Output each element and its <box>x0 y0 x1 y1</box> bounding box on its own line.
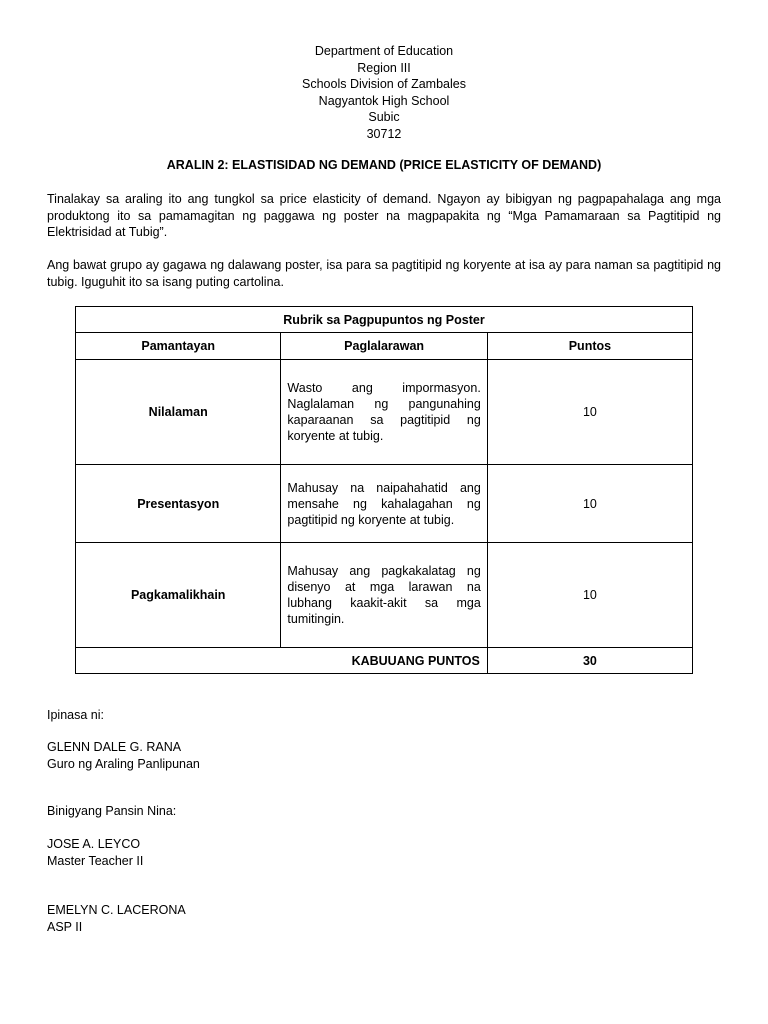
rubric-table <box>75 306 693 674</box>
master-teacher-title: Master Teacher II <box>47 853 144 868</box>
header-description: Paglalarawan <box>281 333 487 360</box>
table-row <box>76 465 693 543</box>
header-division: Schools Division of Zambales <box>302 77 466 91</box>
total-row <box>76 648 693 674</box>
header-criteria: Pamantayan <box>76 333 281 360</box>
passed-by-label: Ipinasa ni: <box>47 708 104 722</box>
teacher-title: Guro ng Araling Panlipunan <box>47 756 200 771</box>
total-points: 30 <box>487 648 692 674</box>
table-row <box>76 360 693 465</box>
rubric-caption: Rubrik sa Pagpupuntos ng Poster <box>76 307 693 333</box>
description-cell: Mahusay na naipahahatid ang mensahe ng kahalagahan ng pagtitipid ng koryente at tubig. <box>281 465 487 543</box>
criteria-cell: Nilalaman <box>76 360 281 465</box>
header-code: 30712 <box>366 126 402 141</box>
criteria-cell: Presentasyon <box>76 465 281 543</box>
instruction-paragraph: Ang bawat grupo ay gagawa ng dalawang poster, isa para sa pagtitipid ng koryente at isa ay para naman sa pagtitipid ng tubig. Iguguhit ito sa isang puting cartolina. <box>47 258 721 289</box>
asp-name: EMELYN C. LACERONA <box>47 903 186 917</box>
asp-title: ASP II <box>47 919 83 934</box>
master-teacher-name: JOSE A. LEYCO <box>47 837 141 851</box>
header-school: Nagyantok High School <box>318 93 450 108</box>
total-label: KABUUANG PUNTOS <box>76 648 488 674</box>
header-points: Puntos <box>487 333 692 360</box>
intro-paragraph: Tinalakay sa araling ito ang tungkol sa price elasticity of demand. Ngayon ay bibigyan ng pagpapahalaga ang mga produktong ito sa pamamagitan ng paggawa ng poster na magpapakita ng “Mga Pamamaraan sa Pagtitipid ng Elektrisidad at Tubig”. <box>47 192 721 239</box>
rubric-caption-row <box>76 307 693 333</box>
document-header <box>0 43 768 142</box>
header-town: Subic <box>368 110 400 124</box>
header-region: Region III <box>357 60 411 75</box>
noted-by-label: Binigyang Pansin Nina: <box>47 804 177 818</box>
asp-signatory <box>47 902 186 935</box>
points-cell: 10 <box>487 543 692 648</box>
criteria-cell: Pagkamalikhain <box>76 543 281 648</box>
points-cell: 10 <box>487 360 692 465</box>
description-cell: Wasto ang impormasyon. Naglalaman ng pangunahing kaparaanan sa pagtitipid ng koryente at tubig. <box>281 360 487 465</box>
lesson-title: ARALIN 2: ELASTISIDAD NG DEMAND (PRICE ELASTICITY OF DEMAND) <box>166 158 602 172</box>
teacher-signatory <box>47 739 200 772</box>
teacher-name: GLENN DALE G. RANA <box>47 740 182 754</box>
master-teacher-signatory <box>47 836 143 869</box>
rubric-header-row <box>76 333 693 360</box>
table-row <box>76 543 693 648</box>
description-cell: Mahusay ang pagkakalatag ng disenyo at mga larawan na lubhang kaakit-akit sa mga tumitingin. <box>281 543 487 648</box>
header-department: Department of Education <box>314 44 454 58</box>
points-cell: 10 <box>487 465 692 543</box>
